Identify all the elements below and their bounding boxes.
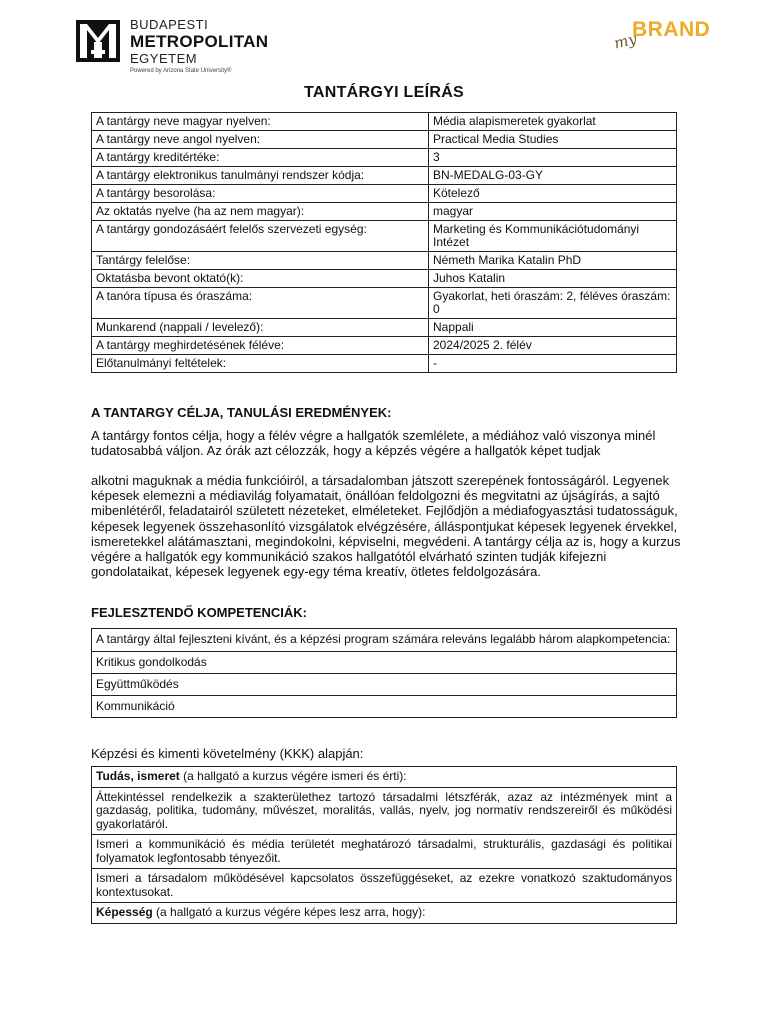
knowledge-item: Ismeri a kommunikáció és média területét meghatározó társadalmi, strukturális, gazdasági és politikai folyamatok legfontosabb tényezőit. (92, 835, 677, 869)
competence-heading: FEJLESZTENDŐ KOMPETENCIÁK: (91, 605, 307, 620)
page-title: TANTÁRGYI LEÍRÁS (303, 84, 465, 101)
competence-table (91, 628, 677, 718)
course-info-table (91, 112, 677, 373)
info-key: A tantárgy neve angol nyelven: (92, 131, 429, 149)
info-row (92, 337, 677, 355)
info-row (92, 185, 677, 203)
info-key: Oktatásba bevont oktató(k): (92, 270, 429, 288)
knowledge-title: Tudás, ismeret (96, 769, 180, 783)
info-row (92, 221, 677, 252)
logo-line-egyetem: EGYETEM (130, 51, 198, 66)
info-key: A tanóra típusa és óraszáma: (92, 288, 429, 319)
info-row (92, 355, 677, 373)
kkk-table (91, 766, 677, 924)
info-key: Az oktatás nyelve (ha az nem magyar): (92, 203, 429, 221)
brand-logo-word: BRAND (632, 18, 711, 41)
goal-paragraph-1: A tantárgy fontos célja, hogy a félév végre a hallgatók szemlélete, a médiához való viszonya minél tudatosabbá váljon. Az órák azt célozzák, hogy a képzés végére a hallgatók képet tudjak (91, 428, 656, 459)
info-key: A tantárgy meghirdetésének féléve: (92, 337, 429, 355)
knowledge-item: Ismeri a társadalom működésével kapcsolatos összefüggéseket, az ezekre vonatkozó szaktudományos kontextusokat. (92, 869, 677, 903)
university-emblem-icon (76, 20, 120, 62)
info-key: A tantárgy elektronikus tanulmányi rendszer kódja: (92, 167, 429, 185)
info-row (92, 203, 677, 221)
goal-heading: A TANTARGY CÉLJA, TANULÁSI EREDMÉNYEK: (91, 405, 392, 420)
info-value: - (429, 355, 677, 373)
competence-item: Kritikus gondolkodás (92, 651, 677, 673)
info-row (92, 149, 677, 167)
info-row (92, 113, 677, 131)
info-value: Nappali (429, 319, 677, 337)
skill-header (92, 903, 677, 924)
info-key: A tantárgy neve magyar nyelven: (92, 113, 429, 131)
info-row (92, 319, 677, 337)
knowledge-header (92, 767, 677, 788)
info-value: 2024/2025 2. félév (429, 337, 677, 355)
info-value: magyar (429, 203, 677, 221)
knowledge-item: Áttekintéssel rendelkezik a szakterülethez tartozó társadalmi létszférák, azaz az intézmények mint a gazdaság, politika, tudomány, művészet, moralitás, vallás, nyelv, jog normatív rendszereiről és működési gyakorlatáról. (92, 787, 677, 835)
info-value: Practical Media Studies (429, 131, 677, 149)
info-key: Munkarend (nappali / levelező): (92, 319, 429, 337)
competence-item: Kommunikáció (92, 695, 677, 717)
kkk-label: Képzési és kimenti követelmény (KKK) alapján: (91, 746, 364, 761)
logo-line-budapesti: BUDAPESTI (130, 17, 209, 32)
info-value: Média alapismeretek gyakorlat (429, 113, 677, 131)
goal-paragraph-2: alkotni maguknak a média funkcióiról, a társadalomban játszott szerepének fontosságáról. Legyenek képesek elemezni a médiavilág folyamatait, önállóan feldolgozni és megvitatni az újságírás, a sajtó mibenlétéről, feladatairól született nézeteket, elméleteket. Fejlődjön a médiafogyasztási tudatosságuk, képesek legyenek összehasonlító vizsgálatok elvégzésére, álláspontjukat képesek legyenek érvekkel, ismeretekkel alátámasztani, megindokolni, képviselni, megvédeni. A tantárgy célja az is, hogy a kurzus végére a hallgatók egy kommunikáció szakos hallgatótól elvárható szinten tudják kifejezni gondolataikat, képesek legyenek egy-egy téma kreatív, ötletes feldolgozására. (91, 473, 681, 580)
skill-title: Képesség (96, 905, 153, 919)
info-value: Németh Marika Katalin PhD (429, 252, 677, 270)
mybrand-logo (612, 18, 722, 60)
info-row (92, 288, 677, 319)
info-row (92, 167, 677, 185)
logo-line-metropolitan: METROPOLITAN (130, 32, 269, 51)
info-key: Tantárgy felelőse: (92, 252, 429, 270)
logo-line-powered-by: Powered by Arizona State University® (130, 68, 232, 74)
info-value: Juhos Katalin (429, 270, 677, 288)
competence-item: Együttműködés (92, 673, 677, 695)
info-value: Marketing és Kommunikációtudományi Intézet (429, 221, 677, 252)
info-row (92, 131, 677, 149)
brand-logo-my: my (612, 29, 639, 53)
competence-intro: A tantárgy által fejleszteni kívánt, és a képzési program számára releváns legalább három alapkompetencia: (92, 629, 677, 652)
info-value: 3 (429, 149, 677, 167)
info-value: BN-MEDALG-03-GY (429, 167, 677, 185)
info-key: A tantárgy kreditértéke: (92, 149, 429, 167)
info-value: Gyakorlat, heti óraszám: 2, féléves óraszám: 0 (429, 288, 677, 319)
university-logo (76, 18, 268, 74)
info-key: A tantárgy gondozásáért felelős szervezeti egység: (92, 221, 429, 252)
info-key: A tantárgy besorolása: (92, 185, 429, 203)
info-key: Előtanulmányi feltételek: (92, 355, 429, 373)
info-value: Kötelező (429, 185, 677, 203)
skill-note: (a hallgató a kurzus végére képes lesz arra, hogy): (152, 905, 426, 919)
info-row (92, 270, 677, 288)
knowledge-note: (a hallgató a kurzus végére ismeri és érti): (179, 769, 407, 783)
info-row (92, 252, 677, 270)
